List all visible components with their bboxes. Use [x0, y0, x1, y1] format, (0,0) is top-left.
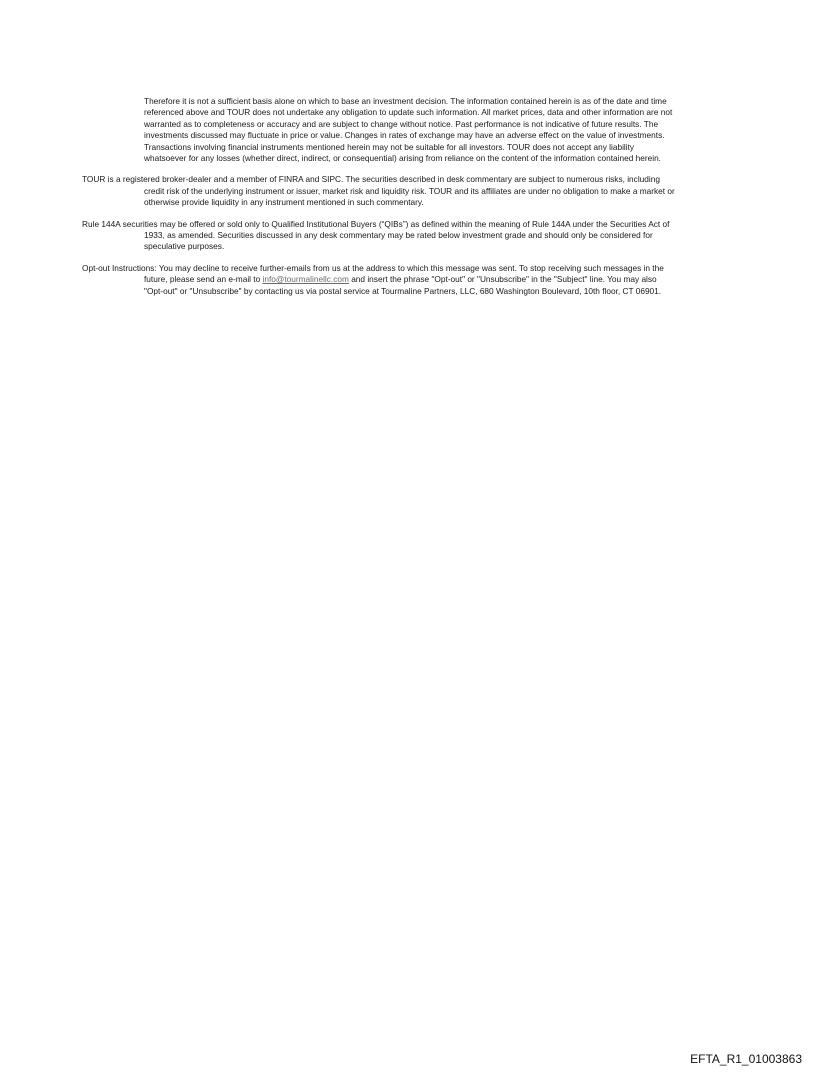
email-link[interactable]: info@tourmalinellc.com [262, 274, 349, 285]
disclaimer-text [82, 96, 676, 307]
paragraph-opt-out [82, 263, 676, 297]
document-id: EFTA_R1_01003863 [690, 1052, 802, 1066]
opt-out-text-start: Opt-out Instructions: You may decline to receive further-emails from us at the address to which this message was sent. To stop receiving such messages in the future, please send an e-mail to [82, 262, 664, 285]
paragraph-investment-basis: Therefore it is not a sufficient basis alone on which to base an investment decision. The information contained herein is as of the date and time referenced above and TOUR does not undertake any obligation to update such information. All market prices, data and other information are not warranted as to completeness or accuracy and are subject to change without notice. Past performance is not indicative of future results. The investments discussed may fluctuate in price or value. Changes in rates of exchange may have an adverse effect on the value of investments. Transactions involving financial instruments mentioned herein may not be suitable for all investors. TOUR does not accept any liability whatsoever for any losses (whether direct, indirect, or consequential) arising from reliance on the content of the information contained herein. [144, 96, 673, 164]
opt-out-text-end: and insert the phrase "Opt-out" or "Unsubscribe" in the "Subject" line. You may also "Opt-out" or "Unsubscribe" by contacting us via postal service at Tourmaline Partners, LLC, 680 Washington Boulevard, 10th floor, CT 06901. [144, 274, 662, 296]
paragraph-rule-144a: Rule 144A securities may be offered or sold only to Qualified Institutional Buyers (“QIBs”) as defined within the meaning of Rule 144A under the Securities Act of 1933, as amended. Securities discussed in any desk commentary may be rated below investment grade and should only be considered for speculative purposes. [82, 218, 670, 252]
paragraph-broker-dealer: TOUR is a registered broker-dealer and a member of FINRA and SIPC. The securities described in desk commentary are subject to numerous risks, including credit risk of the underlying instrument or issuer, market risk and liquidity risk. TOUR and its affiliates are under no obligation to make a market or otherwise provide liquidity in any instrument mentioned in such commentary. [82, 174, 675, 208]
